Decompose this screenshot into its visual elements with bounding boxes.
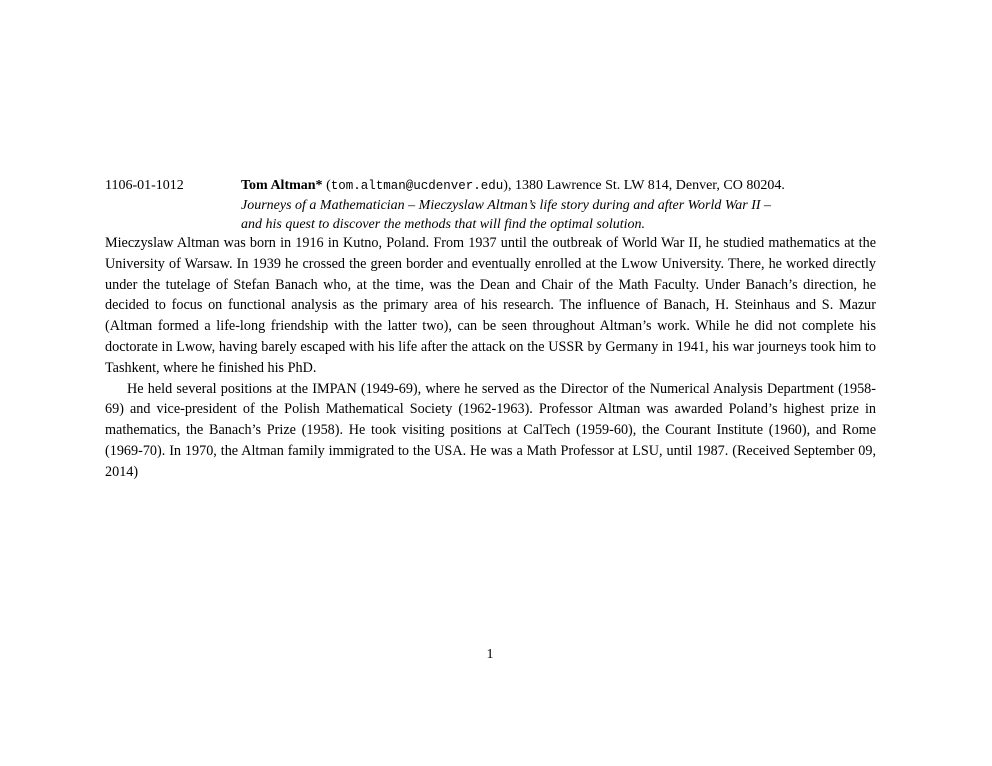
abstract-title-line-1: Journeys of a Mathematician – Mieczyslaw Altman’s life story during and after World War II – <box>241 198 772 213</box>
abstract-body <box>105 233 876 483</box>
abstract-paragraph-1: Mieczyslaw Altman was born in 1916 in Kutno, Poland. From 1937 until the outbreak of World War II, he studied mathematics at the University of Warsaw. In 1939 he crossed the green border and eventually enrolled at the Lwow University. There, he worked directly under the tutelage of Stefan Banach who, at the time, was the Dean and Chair of the Math Faculty. Under Banach’s direction, he decided to focus on functional analysis as the primary area of his research. The influence of Banach, H. Steinhaus and S. Mazur (Altman formed a life-long friendship with the latter two), can be seen throughout Altman’s work. While he did not complete his doctorate in Lwow, having barely escaped with his life after the attack on the USSR by Germany in 1941, his war journeys took him to Tashkent, where he finished his PhD. <box>105 235 876 376</box>
abstract-paragraph-2: He held several positions at the IMPAN (1949-69), where he served as the Director of the Numerical Analysis Department (1958-69) and vice-president of the Polish Mathematical Society (1962-1963). Professor Altman was awarded Poland’s highest prize in mathematics, the Banach’s Prize (1958). He took visiting positions at CalTech (1959-60), the Courant Institute (1960), and Rome (1969-70). In 1970, the Altman family immigrated to the USA. He was a Math Professor at LSU, until 1987. (Received September 09, 2014) <box>105 380 876 480</box>
abstract-heading-block <box>241 176 881 234</box>
abstract-title-line-2: and his quest to discover the methods that will find the optimal solution. <box>241 217 646 232</box>
page-number: 1 <box>486 647 494 662</box>
author-address: , 1380 Lawrence St. LW 814, Denver, CO 80204. <box>507 178 785 193</box>
author-line: Tom Altman* (tom.altman@ucdenver.edu), 1380 Lawrence St. LW 814, Denver, CO 80204. <box>241 178 785 193</box>
author-name: Tom Altman* <box>241 178 323 193</box>
abstract-number: 1106-01-1012 <box>105 178 184 193</box>
author-email: tom.altman@ucdenver.edu <box>330 179 504 193</box>
